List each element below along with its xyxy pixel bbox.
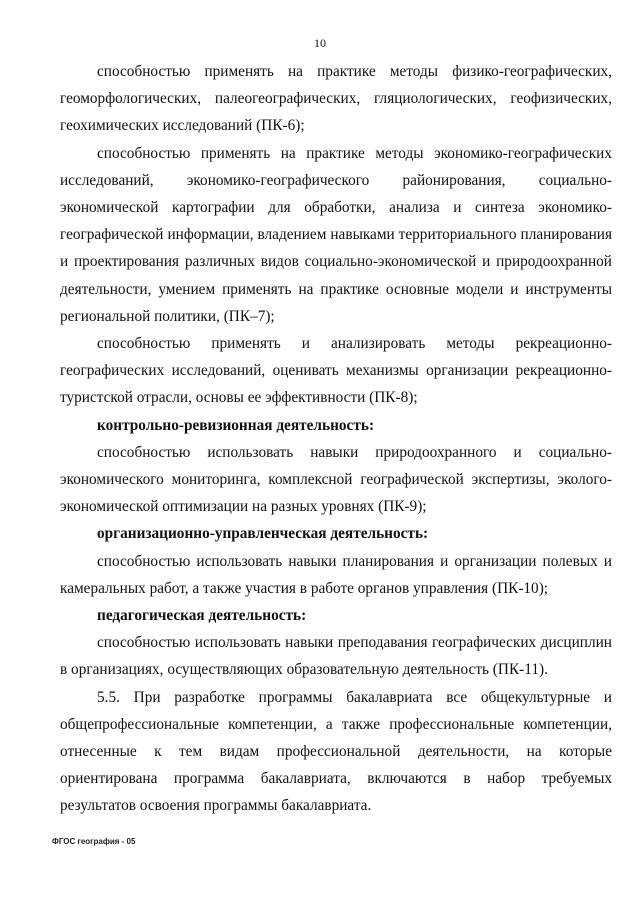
paragraph-pk7: способностью применять на практике методы экономико-географических исследований, экономико-географического районирования, социально-экономической картографии для обработки, анализа и синтеза экономико-географической информации, владением навыками территориального планирования и проектирования различных видов социально-экономической и природоохранной деятельности, умением применять на практике основные модели и инструменты региональной политики, (ПК–7); <box>60 144 612 325</box>
paragraph-pk11: способностью использовать навыки преподавания географических дисциплин в организациях, осуществляющих образовательную деятельность (ПК-11). <box>60 634 612 679</box>
paragraph-pk8: способностью применять и анализировать методы рекреационно-географических исследований, оценивать механизмы организации рекреационно-туристской отрасли, основы ее эффективности (ПК-8); <box>60 335 612 407</box>
paragraph-pk6: способностью применять на практике методы физико-географических, геоморфологических, палеогеографических, гляциологических, геофизических, геохимических исследований (ПК-6); <box>60 63 612 135</box>
page-number: 10 <box>314 36 326 50</box>
paragraph-pk9: способностью использовать навыки природоохранного и социально-экономического мониторинга, комплексной географической экспертизы, эколого-экономической оптимизации на разных уровнях (ПК-9); <box>60 443 612 516</box>
document-footer: ФГОС география - 05 <box>52 837 136 846</box>
section-heading-pedagogical: педагогическая деятельность: <box>97 607 307 625</box>
paragraph-pk10: способностью использовать навыки планирования и организации полевых и камеральных работ, а также участия в работе органов управления (ПК-10); <box>60 552 612 597</box>
paragraph-5-5: 5.5. При разработке программы бакалавриата все общекультурные и общепрофессиональные компетенции, а также профессиональные компетенции, отнесенные к тем видам профессиональной деятельности, на которые ориентирована программа бакалавриата, включаются в набор требуемых результатов освоения программы бакалавриата. <box>60 688 612 815</box>
document-body <box>60 58 612 820</box>
section-heading-organizational-management: организационно-управленческая деятельность: <box>97 525 429 543</box>
section-heading-control-audit: контрольно-ревизионная деятельность: <box>97 416 375 434</box>
